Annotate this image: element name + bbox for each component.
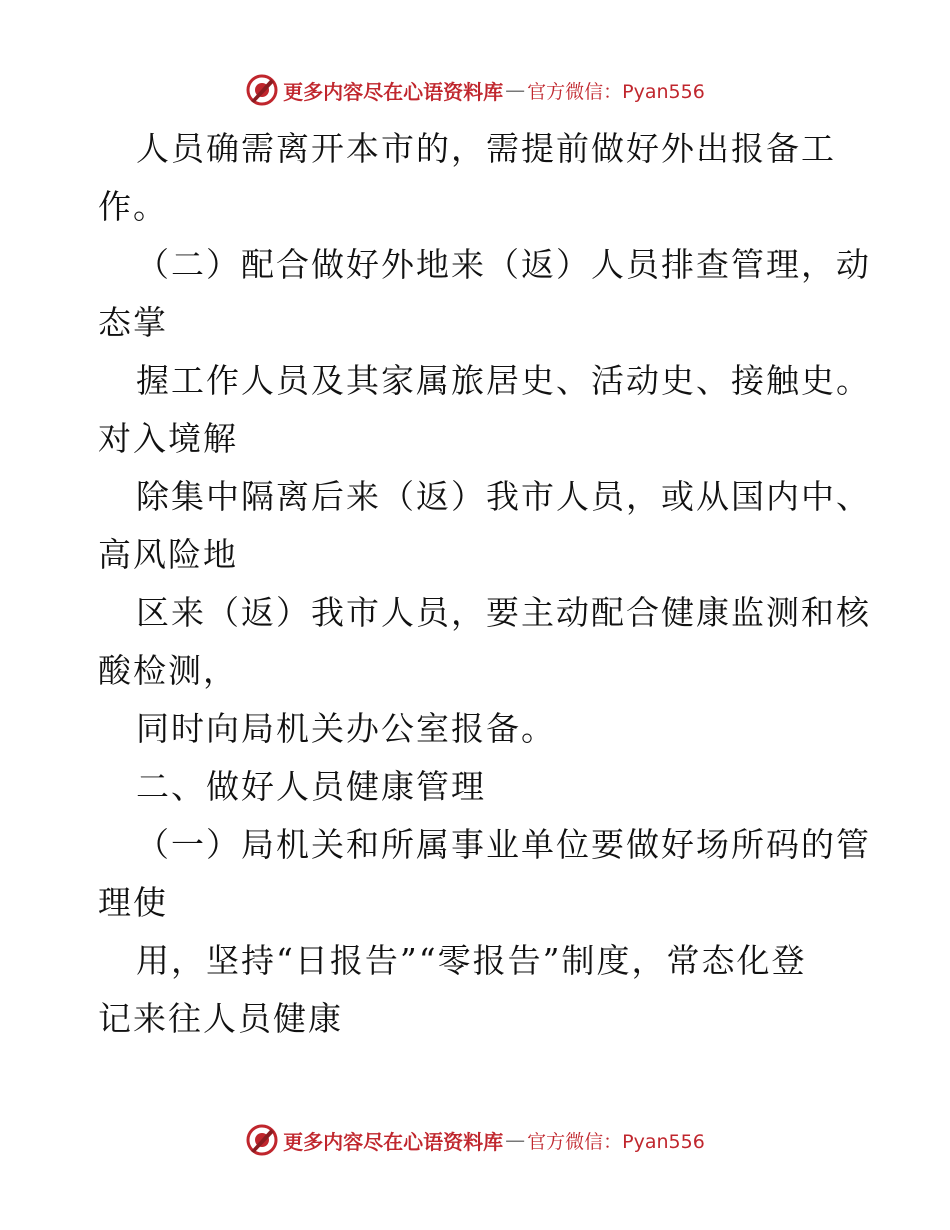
watermark-wechat-text: 官方微信：Pyan556 (527, 80, 705, 103)
text-line: 酸检测， (98, 651, 238, 690)
text-line: 理使 (98, 883, 168, 922)
footer-watermark (0, 1120, 950, 1160)
quill-logo-icon (245, 1123, 279, 1157)
watermark-separator: — (505, 1128, 526, 1152)
text-line: 区来（返）我市人员，要主动配合健康监测和核 (136, 593, 871, 632)
header-watermark (0, 70, 950, 110)
text-line: 高风险地 (98, 535, 238, 574)
text-line: 握工作人员及其家属旅居史、活动史、接触史。 (136, 361, 871, 400)
text-line: 同时向局机关办公室报备。 (136, 709, 556, 748)
text-line: 除集中隔离后来（返）我市人员，或从国内中、 (136, 477, 871, 516)
text-line: 二、做好人员健康管理 (136, 767, 486, 806)
text-line: （二）配合做好外地来（返）人员排查管理，动 (136, 245, 871, 284)
text-line: 态掌 (98, 303, 168, 342)
text-line: （一）局机关和所属事业单位要做好场所码的管 (136, 825, 871, 864)
text-line: 人员确需离开本市的，需提前做好外出报备工 (136, 129, 836, 168)
text-line: 用，坚持“日报告”“零报告”制度，常态化登 (136, 941, 807, 980)
watermark-site-text: 更多内容尽在心语资料库 (283, 79, 504, 104)
text-line: 记来往人员健康 (98, 999, 343, 1038)
watermark-separator: — (505, 78, 526, 102)
quill-logo-icon (245, 73, 279, 107)
watermark-wechat-text: 官方微信：Pyan556 (527, 1130, 705, 1153)
watermark-site-text: 更多内容尽在心语资料库 (283, 1129, 504, 1154)
text-line: 作。 (98, 187, 168, 226)
document-body (98, 120, 871, 1048)
text-line: 对入境解 (98, 419, 238, 458)
